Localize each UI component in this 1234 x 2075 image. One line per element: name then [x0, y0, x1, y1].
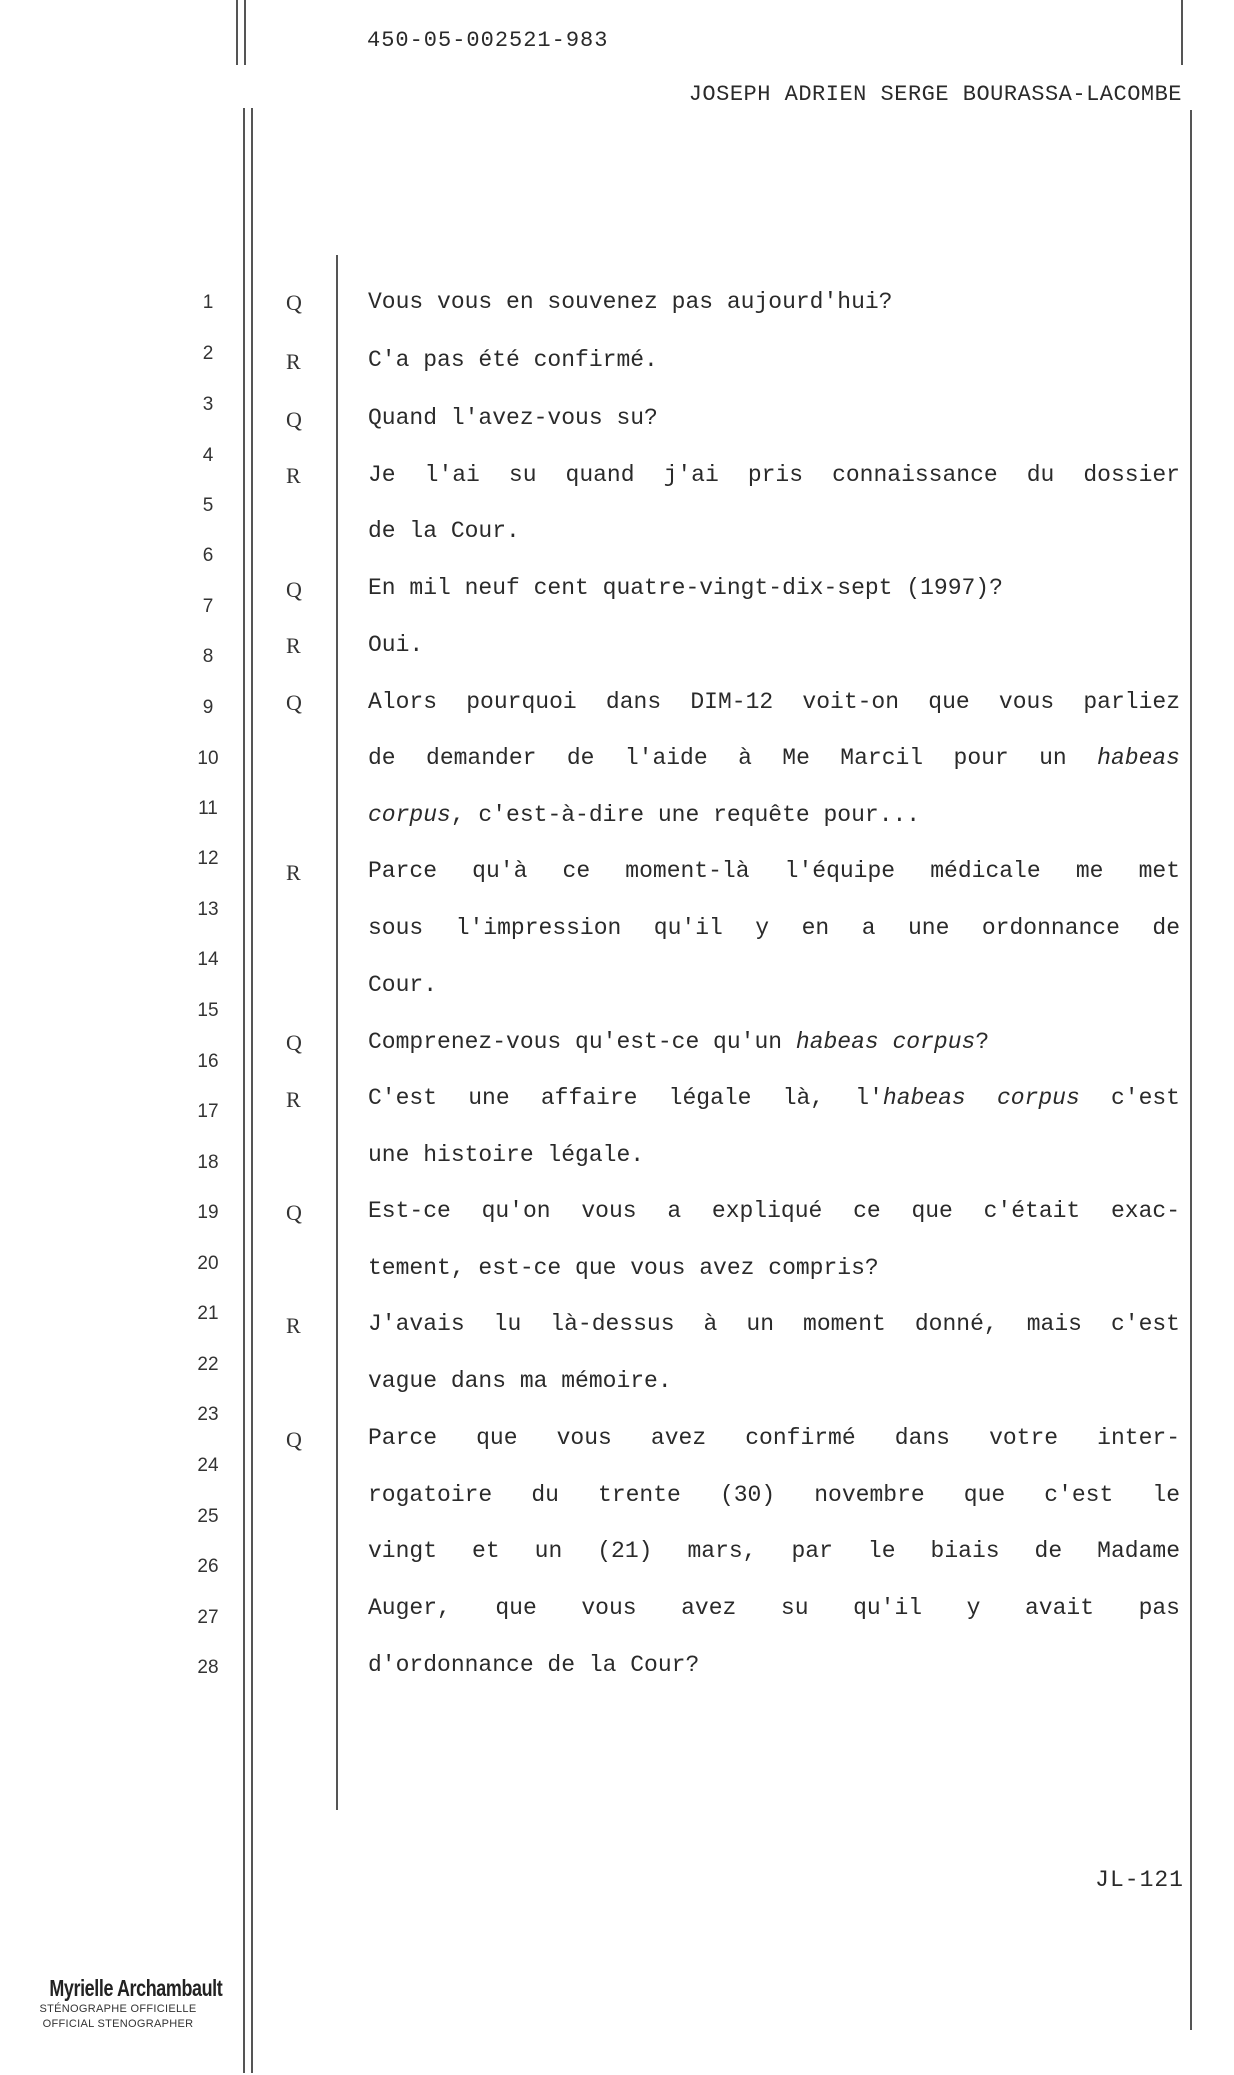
speaker-marker: Q [286, 690, 302, 715]
transcript-line: Alors pourquoi dans DIM-12 voit-on que vous parliez [368, 689, 1180, 715]
line-number: 7 [202, 596, 214, 617]
line-number: 13 [197, 899, 219, 920]
speaker-marker: Q [286, 1427, 302, 1452]
line-number: 4 [202, 445, 214, 466]
transcript-line: Vous vous en souvenez pas aujourd'hui? [368, 289, 893, 315]
line-number: 16 [197, 1051, 219, 1072]
speaker-marker: Q [286, 290, 302, 315]
transcript-line: sous l'impression qu'il y en a une ordonnance de [368, 915, 1180, 941]
speaker-marker: Q [286, 407, 302, 432]
transcript-line: En mil neuf cent quatre-vingt-dix-sept (1997)? [368, 575, 1003, 601]
line-number: 17 [197, 1101, 219, 1122]
stenographer-title-fr: STÉNOGRAPHE OFFICIELLE [39, 2003, 197, 2015]
transcript-line: rogatoire du trente (30) novembre que c'est le [368, 1482, 1180, 1508]
line-number: 28 [197, 1657, 219, 1678]
line-number: 9 [202, 697, 214, 718]
line-number: 11 [198, 798, 218, 819]
witness-name: JOSEPH ADRIEN SERGE BOURASSA-LACOMBE [688, 82, 1182, 107]
transcript-line: vingt et un (21) mars, par le biais de Madame [368, 1538, 1180, 1564]
line-number: 20 [197, 1253, 219, 1274]
transcript-line: Auger, que vous avez su qu'il y avait pas [368, 1595, 1180, 1621]
line-number: 27 [197, 1607, 219, 1628]
right-margin-rule [1181, 0, 1183, 65]
right-margin-rule-lower [1190, 110, 1192, 2030]
line-number: 19 [197, 1202, 219, 1223]
left-margin-rule-3 [243, 108, 245, 2073]
stenographer-stamp [30, 1975, 223, 2032]
page-code: JL-121 [1095, 1867, 1184, 1893]
line-number: 3 [202, 394, 214, 415]
case-number: 450-05-002521-983 [367, 28, 609, 53]
speaker-marker: R [286, 349, 301, 374]
left-margin-rule-4 [251, 108, 253, 2073]
speaker-marker: Q [286, 1030, 302, 1055]
line-number: 12 [197, 848, 219, 869]
transcript-line: Comprenez-vous qu'est-ce qu'un habeas corpus? [368, 1029, 990, 1055]
speaker-marker: Q [286, 1200, 302, 1225]
speaker-marker: R [286, 1087, 301, 1112]
transcript-line: Oui. [368, 632, 424, 658]
transcript-line: C'est une affaire légale là, l'habeas corpus c'est [368, 1085, 1180, 1111]
transcript-line: Parce que vous avez confirmé dans votre inter- [368, 1425, 1180, 1451]
transcript-line: tement, est-ce que vous avez compris? [368, 1255, 879, 1281]
left-margin-rule-1 [236, 0, 238, 65]
line-number: 1 [202, 292, 214, 313]
line-number: 10 [197, 748, 219, 769]
transcript-line: C'a pas été confirmé. [368, 347, 658, 373]
line-number: 21 [197, 1303, 219, 1324]
line-number: 23 [197, 1404, 219, 1425]
transcript-line: J'avais lu là-dessus à un moment donné, mais c'est [368, 1311, 1180, 1337]
line-number: 6 [202, 545, 214, 566]
line-number: 8 [202, 646, 214, 667]
transcript-line: Je l'ai su quand j'ai pris connaissance du dossier [368, 462, 1180, 488]
line-number: 15 [197, 1000, 219, 1021]
speaker-column-rule [336, 255, 338, 1810]
line-number: 24 [197, 1455, 219, 1476]
transcript-line: d'ordonnance de la Cour? [368, 1652, 700, 1678]
left-margin-rule-2 [244, 0, 246, 65]
transcript-line: corpus, c'est-à-dire une requête pour... [368, 802, 921, 828]
line-number: 14 [197, 949, 219, 970]
speaker-marker: Q [286, 577, 302, 602]
line-number: 5 [202, 495, 214, 516]
transcript-line: vague dans ma mémoire. [368, 1368, 672, 1394]
line-number: 25 [197, 1506, 219, 1527]
stenographer-name: Myrielle Archambault [49, 1975, 223, 2001]
line-number: 2 [202, 343, 214, 364]
transcript-line: Cour. [368, 972, 438, 998]
transcript-line: de la Cour. [368, 518, 520, 544]
stenographer-title-en: OFFICIAL STENOGRAPHER [42, 2018, 194, 2030]
transcript-line: Parce qu'à ce moment-là l'équipe médicale me met [368, 858, 1180, 884]
transcript-line: de demander de l'aide à Me Marcil pour un habeas [368, 745, 1180, 771]
transcript-line: Quand l'avez-vous su? [368, 405, 658, 431]
transcript-line: Est-ce qu'on vous a expliqué ce que c'était exac- [368, 1198, 1180, 1224]
transcript-line: une histoire légale. [368, 1142, 645, 1168]
line-number: 22 [197, 1354, 219, 1375]
speaker-marker: R [286, 860, 301, 885]
speaker-marker: R [286, 463, 301, 488]
speaker-marker: R [286, 633, 301, 658]
speaker-marker: R [286, 1313, 301, 1338]
line-number: 18 [197, 1152, 219, 1173]
line-number: 26 [197, 1556, 219, 1577]
